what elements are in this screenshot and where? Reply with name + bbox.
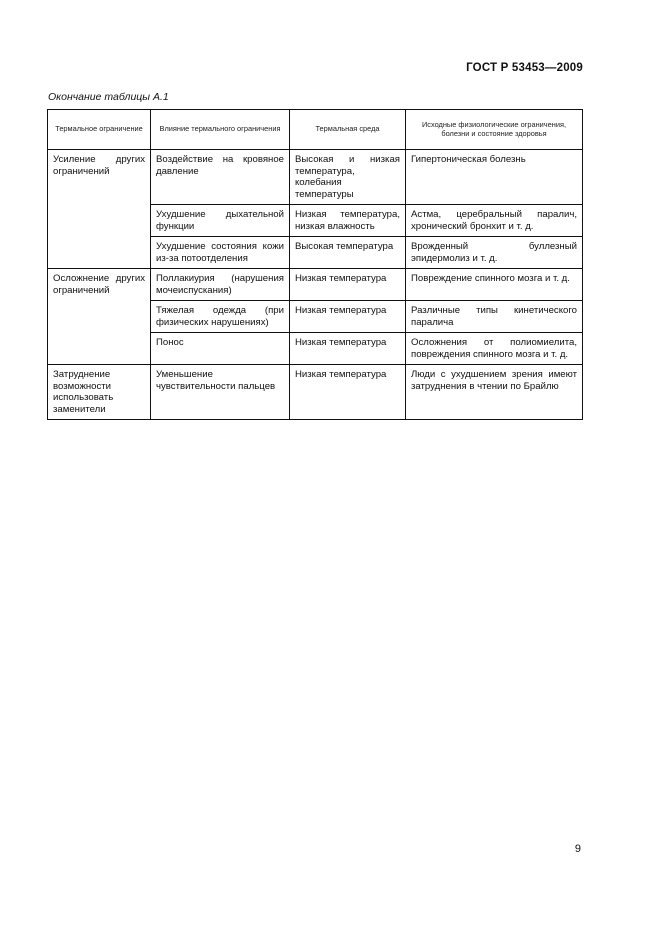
effect-cell: Ухудшение состояния кожи из-за потоотделения xyxy=(151,237,290,269)
page-number: 9 xyxy=(574,843,581,855)
limitation-cell: Осложнение других ограничений xyxy=(48,269,151,365)
table-caption: Окончание таблицы А.1 xyxy=(48,91,169,103)
environment-cell: Высокая температура xyxy=(290,237,406,269)
document-id: ГОСТ Р 53453—2009 xyxy=(466,62,583,74)
environment-cell: Низкая температура xyxy=(290,301,406,333)
condition-cell: Гипертоническая болезнь xyxy=(406,150,583,205)
limitation-cell: Усиление других ограничений xyxy=(48,150,151,269)
effect-cell: Воздействие на кровяное давление xyxy=(151,150,290,205)
condition-cell: Врожденный буллезный эпидермолиз и т. д. xyxy=(406,237,583,269)
effect-cell: Ухудшение дыхательной функции xyxy=(151,205,290,237)
condition-cell: Повреждение спинного мозга и т. д. xyxy=(406,269,583,301)
condition-cell: Астма, церебральный паралич, хронический бронхит и т. д. xyxy=(406,205,583,237)
limitation-cell: Затруднение возможности использовать заменители xyxy=(48,365,151,420)
thermal-limitations-table xyxy=(47,109,583,420)
environment-cell: Высокая и низкая температура, колебания температуры xyxy=(290,150,406,205)
header-environment: Термальная среда xyxy=(290,110,406,150)
effect-cell: Поллакиурия (нарушения мочеиспускания) xyxy=(151,269,290,301)
effect-cell: Тяжелая одежда (при физических нарушениях) xyxy=(151,301,290,333)
header-condition: Исходные физиологические ограничения, болезни и состояние здоровья xyxy=(406,110,583,150)
effect-cell: Понос xyxy=(151,333,290,365)
condition-cell: Различные типы кинетического паралича xyxy=(406,301,583,333)
table-row xyxy=(48,150,583,205)
table-header-row xyxy=(48,110,583,150)
table-row xyxy=(48,269,583,301)
table-row xyxy=(48,365,583,420)
environment-cell: Низкая температура xyxy=(290,333,406,365)
effect-cell: Уменьшение чувствительности пальцев xyxy=(151,365,290,420)
environment-cell: Низкая температура xyxy=(290,365,406,420)
header-effect: Влияние термального ограничения xyxy=(151,110,290,150)
condition-cell: Люди с ухудшением зрения имеют затруднения в чтении по Брайлю xyxy=(406,365,583,420)
condition-cell: Осложнения от полиомиелита, повреждения спинного мозга и т. д. xyxy=(406,333,583,365)
environment-cell: Низкая температура, низкая влажность xyxy=(290,205,406,237)
environment-cell: Низкая температура xyxy=(290,269,406,301)
header-limitation: Термальное ограничение xyxy=(48,110,151,150)
